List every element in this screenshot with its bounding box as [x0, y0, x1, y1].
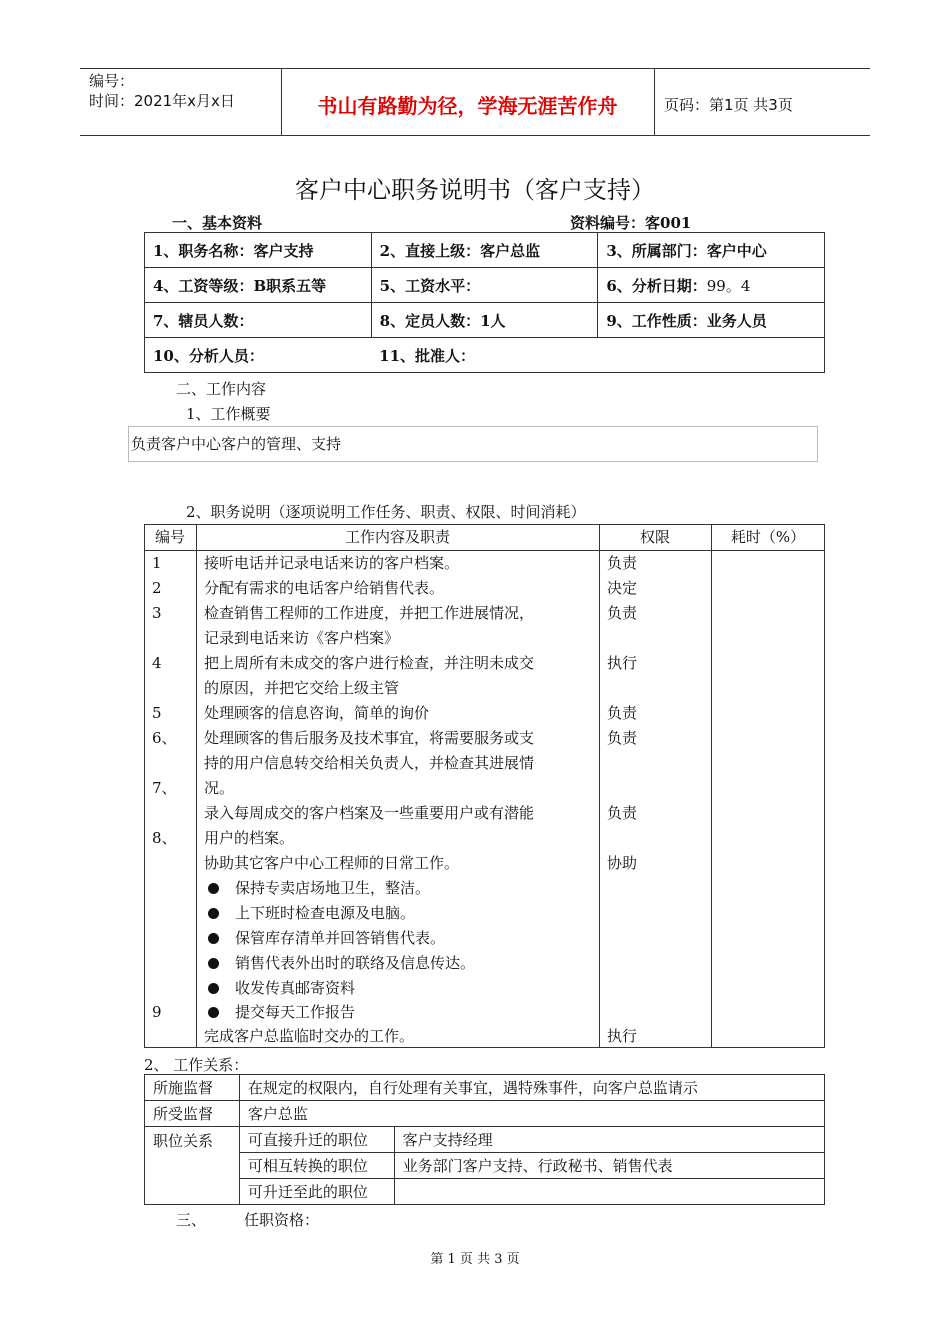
relations-row	[145, 1153, 825, 1179]
duty-bullet-text: 上下班时检查电源及电脑。	[235, 904, 416, 922]
duty-header-time: 耗时（%）	[730, 528, 806, 546]
relations-row	[145, 1127, 825, 1153]
duty-number: 3	[152, 604, 162, 622]
section1-label: 一、基本资料	[172, 214, 263, 232]
duty-authority: 决定	[607, 579, 638, 597]
basic-cell	[598, 268, 825, 303]
section3-number: 三、	[176, 1211, 207, 1229]
duty-number: 6、	[152, 729, 177, 747]
duty-number: 2	[152, 579, 162, 597]
duty-line: 完成客户总监临时交办的工作。	[204, 1027, 415, 1045]
basic-cell: 2、直接上级：客户总监	[371, 233, 598, 268]
header-meta	[89, 71, 235, 111]
duty-col-divider	[711, 524, 712, 1048]
duty-line: 把上周所有未成交的客户进行检查，并注明未成交	[204, 654, 535, 672]
duty-bullet-item	[204, 1000, 355, 1025]
analysis-date-label: 6、分析日期：	[606, 276, 707, 295]
duty-bullet-item	[204, 976, 355, 1001]
duty-number: 8、	[152, 829, 177, 847]
basic-cell: 3、所属部门：客户中心	[598, 233, 825, 268]
basic-row	[145, 268, 825, 303]
relations-cell-sublabel: 可相互转换的职位	[239, 1153, 394, 1179]
duty-authority: 执行	[607, 1027, 638, 1045]
duty-line: 处理顾客的信息咨询，简单的询价	[204, 704, 430, 722]
duty-line: 处理顾客的售后服务及技术事宜，将需要服务或支	[204, 729, 535, 747]
header-number: 编号：	[89, 72, 135, 90]
relations-cell-label: 职位关系	[145, 1127, 240, 1205]
duty-number: 5	[152, 704, 162, 722]
relations-label: 2、 工作关系：	[144, 1056, 249, 1074]
work-summary-box: 负责客户中心客户的管理、支持	[128, 426, 818, 462]
duty-number: 4	[152, 654, 162, 672]
duty-authority: 负责	[607, 604, 638, 622]
basic-row	[145, 338, 825, 373]
duty-line: 接听电话并记录电话来访的客户档案。	[204, 554, 460, 572]
duty-col-divider	[599, 524, 600, 1048]
duty-bullet-item	[204, 901, 415, 926]
duty-authority: 负责	[607, 554, 638, 572]
basic-row	[145, 303, 825, 338]
duty-authority: 负责	[607, 804, 638, 822]
basic-info-table	[144, 232, 825, 373]
basic-cell: 4、工资等级：B职系五等	[145, 268, 372, 303]
duty-line: 用户的档案。	[204, 829, 295, 847]
relations-row	[145, 1075, 825, 1101]
header-page-info: 页码：第1页 共3页	[664, 96, 793, 114]
document-title: 客户中心职务说明书（客户支持）	[295, 176, 655, 204]
basic-cell: 10、分析人员：	[145, 338, 372, 373]
duty-line: 的原因，并把它交给上级主管	[204, 679, 400, 697]
header-divider-right	[654, 68, 655, 135]
relations-cell-sublabel: 可直接升迁的职位	[239, 1127, 394, 1153]
duty-bullet-text: 提交每天工作报告	[235, 1003, 356, 1021]
header-time: 时间：2021年x月x日	[89, 92, 235, 110]
section2-sub2: 2、职务说明（逐项说明工作任务、职责、权限、时间消耗）	[186, 503, 586, 521]
duty-line: 协助其它客户中心工程师的日常工作。	[204, 854, 460, 872]
relations-cell-label: 所受监督	[145, 1101, 240, 1127]
relations-row	[145, 1179, 825, 1205]
duty-line: 录入每周成交的客户档案及一些重要用户或有潜能	[204, 804, 535, 822]
relations-cell-sublabel: 可升迁至此的职位	[239, 1179, 394, 1205]
relations-cell-value	[394, 1179, 824, 1205]
basic-cell: 5、工资水平：	[371, 268, 598, 303]
bullet-icon	[208, 883, 219, 894]
relations-cell-value: 业务部门客户支持、行政秘书、销售代表	[394, 1153, 824, 1179]
relations-row	[145, 1101, 825, 1127]
basic-cell: 7、辖员人数：	[145, 303, 372, 338]
bullet-icon	[208, 958, 219, 969]
duty-number: 1	[152, 554, 162, 572]
bullet-icon	[208, 1007, 219, 1018]
basic-cell: 9、工作性质：业务人员	[598, 303, 825, 338]
duty-bullet-text: 保管库存清单并回答销售代表。	[235, 929, 446, 947]
header-bottom-rule	[80, 135, 870, 136]
relations-cell-value: 在规定的权限内，自行处理有关事宜，遇特殊事件，向客户总监请示	[239, 1075, 824, 1101]
bullet-icon	[208, 908, 219, 919]
duty-header-authority: 权限	[639, 528, 670, 546]
duty-number: 7、	[152, 779, 177, 797]
duty-bullet-item	[204, 926, 445, 951]
duty-line: 分配有需求的电话客户给销售代表。	[204, 579, 445, 597]
duty-authority: 执行	[607, 654, 638, 672]
basic-cell	[598, 338, 825, 373]
relations-cell-value: 客户支持经理	[394, 1127, 824, 1153]
duty-number: 9	[152, 1003, 162, 1021]
section1-code: 资料编号：客001	[570, 214, 692, 232]
duty-authority: 负责	[607, 704, 638, 722]
duty-authority: 协助	[607, 854, 638, 872]
section2-label: 二、工作内容	[176, 380, 267, 398]
duty-line: 检查销售工程师的工作进度，并把工作进展情况，	[204, 604, 535, 622]
basic-cell: 1、职务名称：客户支持	[145, 233, 372, 268]
section3-label: 任职资格：	[244, 1211, 320, 1229]
duty-header-content: 工作内容及职责	[344, 528, 450, 546]
duty-line: 记录到电话来访《客户档案》	[204, 629, 400, 647]
duty-col-divider	[196, 524, 197, 1048]
duty-line: 持的用户信息转交给相关负责人，并检查其进展情	[204, 754, 535, 772]
relations-cell-label: 所施监督	[145, 1075, 240, 1101]
duty-bullet-item	[204, 951, 475, 976]
duty-authority: 负责	[607, 729, 638, 747]
duty-bullet-text: 销售代表外出时的联络及信息传达。	[235, 954, 476, 972]
header-top-rule	[80, 68, 870, 69]
duty-header-number: 编号	[154, 528, 185, 546]
duty-bullet-item	[204, 876, 430, 901]
basic-cell: 11、批准人：	[371, 338, 598, 373]
page-footer: 第 1 页 共 3 页	[430, 1252, 520, 1267]
bullet-icon	[208, 983, 219, 994]
bullet-icon	[208, 933, 219, 944]
duty-line: 况。	[204, 779, 235, 797]
basic-cell: 8、定员人数：1人	[371, 303, 598, 338]
analysis-date-value: 99。4	[706, 276, 751, 295]
section2-sub1: 1、工作概要	[186, 405, 271, 423]
header-motto: 书山有路勤为径，学海无涯苦作舟	[317, 94, 618, 118]
duty-bullet-text: 收发传真邮寄资料	[235, 979, 356, 997]
relations-cell-value: 客户总监	[239, 1101, 824, 1127]
relations-table	[144, 1074, 825, 1205]
duty-bullet-text: 保持专卖店场地卫生，整洁。	[235, 879, 431, 897]
basic-row	[145, 233, 825, 268]
